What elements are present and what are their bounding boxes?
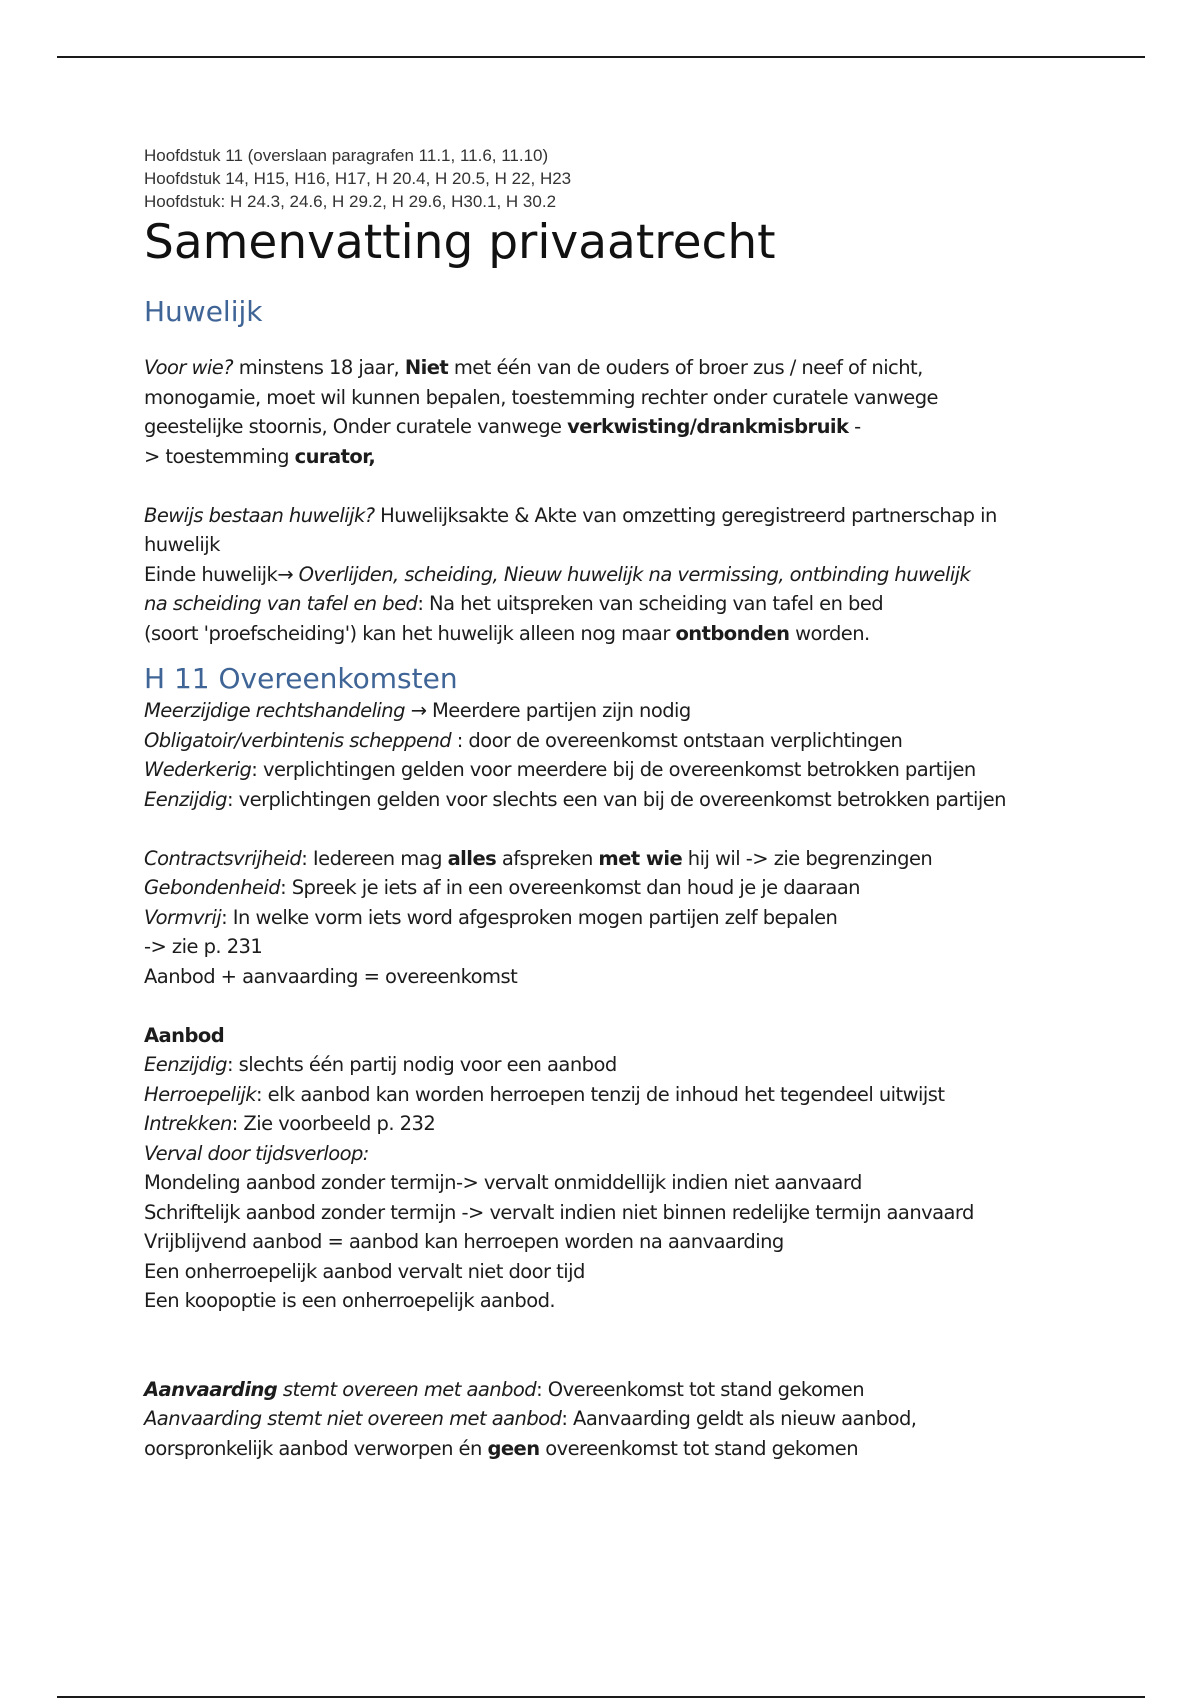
definition-line: Wederkerig: verplichtingen gelden voor meerdere bij de overeenkomst betrokken partijen (144, 758, 976, 781)
paragraph-line: (soort 'proefscheiding') kan het huwelijk alleen nog maar ontbonden worden. (144, 621, 870, 645)
subheading-aanbod: Aanbod (144, 1023, 225, 1047)
paragraph-line: Verval door tijdsverloop: (144, 1141, 369, 1165)
paragraph-line: oorspronkelijk aanbod verworpen én geen overeenkomst tot stand gekomen (144, 1436, 859, 1460)
bottom-rule (57, 1696, 1145, 1698)
paragraph-line: Schriftelijk aanbod zonder termijn -> vervalt indien niet binnen redelijke termijn aanvaard (144, 1200, 974, 1224)
section-overeenkomsten (144, 696, 1084, 1463)
chapter-list (144, 144, 1084, 213)
chapter-line: Hoofdstuk 14, H15, H16, H17, H 20.4, H 20.5, H 22, H23 (144, 169, 572, 188)
definition-line: Contractsvrijheid: Iedereen mag alles afspreken met wie hij wil -> zie begrenzingen (144, 846, 933, 870)
paragraph-line: Een koopoptie is een onherroepelijk aanbod. (144, 1289, 556, 1312)
paragraph-line: Aanvaarding stemt niet overeen met aanbod: Aanvaarding geldt als nieuw aanbod, (144, 1407, 917, 1430)
paragraph-line: Aanvaarding stemt overeen met aanbod: Overeenkomst tot stand gekomen (144, 1377, 865, 1401)
term-bewijs: Bewijs bestaan huwelijk? (144, 503, 375, 527)
definition-line: Herroepelijk: elk aanbod kan worden herroepen tenzij de inhoud het tegendeel uitwijst (144, 1082, 945, 1106)
term-voor-wie: Voor wie? (144, 356, 234, 379)
definition-line: Meerzijdige rechtshandeling → Meerdere partijen zijn nodig (144, 699, 691, 722)
paragraph-line: -> zie p. 231 (144, 935, 263, 958)
definition-line: Eenzijdig: slechts één partij nodig voor een aanbod (144, 1053, 617, 1076)
chapter-line: Hoofdstuk 11 (overslaan paragrafen 11.1, 11.6, 11.10) (144, 146, 549, 165)
document-page (144, 144, 1084, 1463)
chapter-line: Hoofdstuk: H 24.3, 24.6, H 29.2, H 29.6, H30.1, H 30.2 (144, 192, 557, 211)
paragraph-line: Bewijs bestaan huwelijk? Huwelijksakte & Akte van omzetting geregistreerd partnerschap in (144, 503, 997, 527)
definition-line: Eenzijdig: verplichtingen gelden voor slechts een van bij de overeenkomst betrokken partijen (144, 787, 1006, 811)
definition-line: Gebondenheid: Spreek je iets af in een overeenkomst dan houd je je daaraan (144, 876, 860, 899)
arrow-icon: → (277, 562, 293, 586)
top-rule (57, 56, 1145, 58)
definition-line: Obligatoir/verbintenis scheppend : door de overeenkomst ontstaan verplichtingen (144, 728, 903, 752)
paragraph-line: na scheiding van tafel en bed: Na het uitspreken van scheiding van tafel en bed (144, 592, 884, 615)
section-huwelijk (144, 353, 1084, 648)
definition-line: Vormvrij: In welke vorm iets word afgesproken mogen partijen zelf bepalen (144, 905, 838, 929)
paragraph-line: > toestemming curator, (144, 444, 376, 468)
paragraph-line: monogamie, moet wil kunnen bepalen, toestemming rechter onder curatele vanwege (144, 385, 938, 409)
definition-line: Intrekken: Zie voorbeeld p. 232 (144, 1112, 436, 1135)
paragraph-line: Einde huwelijk→ Overlijden, scheiding, Nieuw huwelijk na vermissing, ontbinding huwelijk (144, 562, 971, 586)
paragraph-line: huwelijk (144, 533, 220, 556)
heading-h11: H 11 Overeenkomsten (144, 662, 458, 695)
arrow-icon: → (410, 699, 433, 722)
paragraph-line: Vrijblijvend aanbod = aanbod kan herroepen worden na aanvaarding (144, 1230, 784, 1253)
heading-huwelijk: Huwelijk (144, 295, 263, 328)
paragraph-line: Mondeling aanbod zonder termijn-> vervalt onmiddellijk indien niet aanvaard (144, 1171, 862, 1194)
document-title: Samenvatting privaatrecht (144, 215, 776, 270)
paragraph-line: Voor wie? minstens 18 jaar, Niet met één van de ouders of broer zus / neef of nicht, (144, 356, 923, 379)
paragraph-line: Een onherroepelijk aanbod vervalt niet door tijd (144, 1259, 585, 1283)
paragraph-line: Aanbod + aanvaarding = overeenkomst (144, 964, 518, 988)
paragraph-line: geestelijke stoornis, Onder curatele vanwege verkwisting/drankmisbruik - (144, 415, 861, 438)
